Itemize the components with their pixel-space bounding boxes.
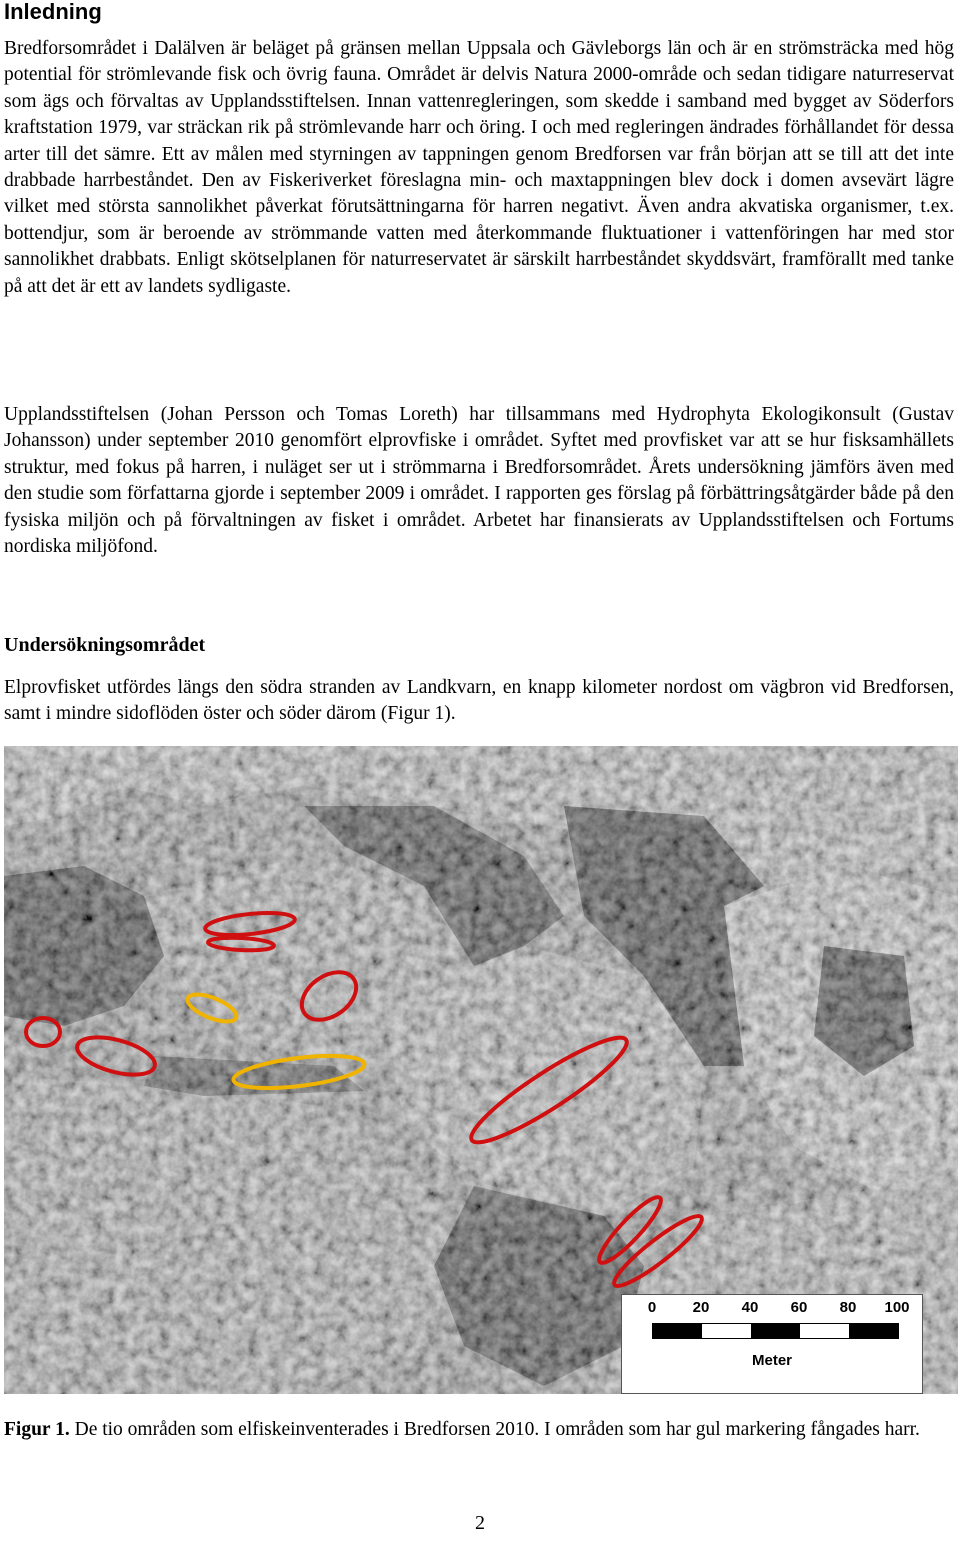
aerial-photo-figure [4, 746, 958, 1394]
figure-caption [4, 1417, 954, 1443]
paragraph-study: Upplandsstiftelsen (Johan Persson och Tomas Loreth) har tillsammans med Hydrophyta Ekologikonsult (Gustav Johansson) under september 2010 genomfört elprovfiske i området. Syftet med provfisket var att se hur fisksamhällets struktur, med fokus på harren, i nuläget ser ut i strömmarna i Bredforsområdet. Årets undersökning jämförs även med den studie som författarna gjorde i september 2009 i området. I rapporten ges förslag på förbättringsåtgärder både på den fysiska miljön och på förvaltningen av fisket i området. Arbetet har finansierats av Upplandsstiftelsen och Fortums nordiska miljöfond. [4, 404, 954, 558]
scale-label-40: 40 [741, 1299, 759, 1316]
caption-text: De tio områden som elfiskeinventerades i Bredforsen 2010. I områden som har gul markering fångades harr. [69, 1419, 920, 1440]
heading-inledning: Inledning [4, 0, 102, 24]
caption-label: Figur 1. [4, 1419, 70, 1440]
heading-undersokningsomradet: Undersökningsområdet [4, 634, 206, 656]
scale-segment [702, 1324, 751, 1338]
scale-bar-legend [621, 1294, 923, 1394]
paragraph-intro: Bredforsområdet i Dalälven är beläget på gränsen mellan Uppsala och Gävleborgs län och är en strömsträcka med hög potential för strömlevande fisk och övrig fauna. Området är delvis Natura 2000-område och sedan tidigare naturreservat som ägs och förvaltas av Upplandsstiftelsen. Innan vattenregleringen, som skedde i samband med bygget av Söderfors kraftstation 1979, var sträckan rik på strömlevande harr och öring. I och med regleringen ändrades förhållandet för dessa arter till det sämre. Ett av målen med styrningen av tappningen genom Bredforsen var från början att se till att det inte drabbade harrbeståndet. Den av Fiskeriverket föreslagna min- och maxtappningen blev dock i domen avsevärt lägre vilket med största sannolikhet påverkat förutsättningarna för harren negativt. Även andra akvatiska organismer, t.ex. bottendjur, som är beroende av strömmande vatten med återkommande fluktuationer i vattenföringen har med stor sannolikhet drabbats. Enligt skötselplanen för naturreservatet är särskilt harrbeståndet skyddsvärt, framförallt med tanke på att det är ett av landets sydligaste. [4, 38, 954, 297]
scale-segment [653, 1324, 702, 1338]
scale-unit-label: Meter [751, 1352, 792, 1369]
scale-label-60: 60 [790, 1299, 808, 1316]
scale-segment [751, 1324, 800, 1338]
scale-label-100: 100 [884, 1299, 910, 1316]
scale-label-0: 0 [647, 1299, 657, 1316]
scale-label-80: 80 [839, 1299, 857, 1316]
scale-segment [800, 1324, 849, 1338]
scale-bar [652, 1323, 899, 1339]
scale-tick-labels [647, 1299, 910, 1321]
paragraph-area: Elprovfisket utfördes längs den södra stranden av Landkvarn, en knapp kilometer nordost om vägbron vid Bredforsen, samt i mindre sidoflöden öster och söder därom (Figur 1). [4, 677, 954, 725]
page-number: 2 [475, 1512, 485, 1534]
scale-segment [849, 1324, 898, 1338]
scale-label-20: 20 [692, 1299, 710, 1316]
